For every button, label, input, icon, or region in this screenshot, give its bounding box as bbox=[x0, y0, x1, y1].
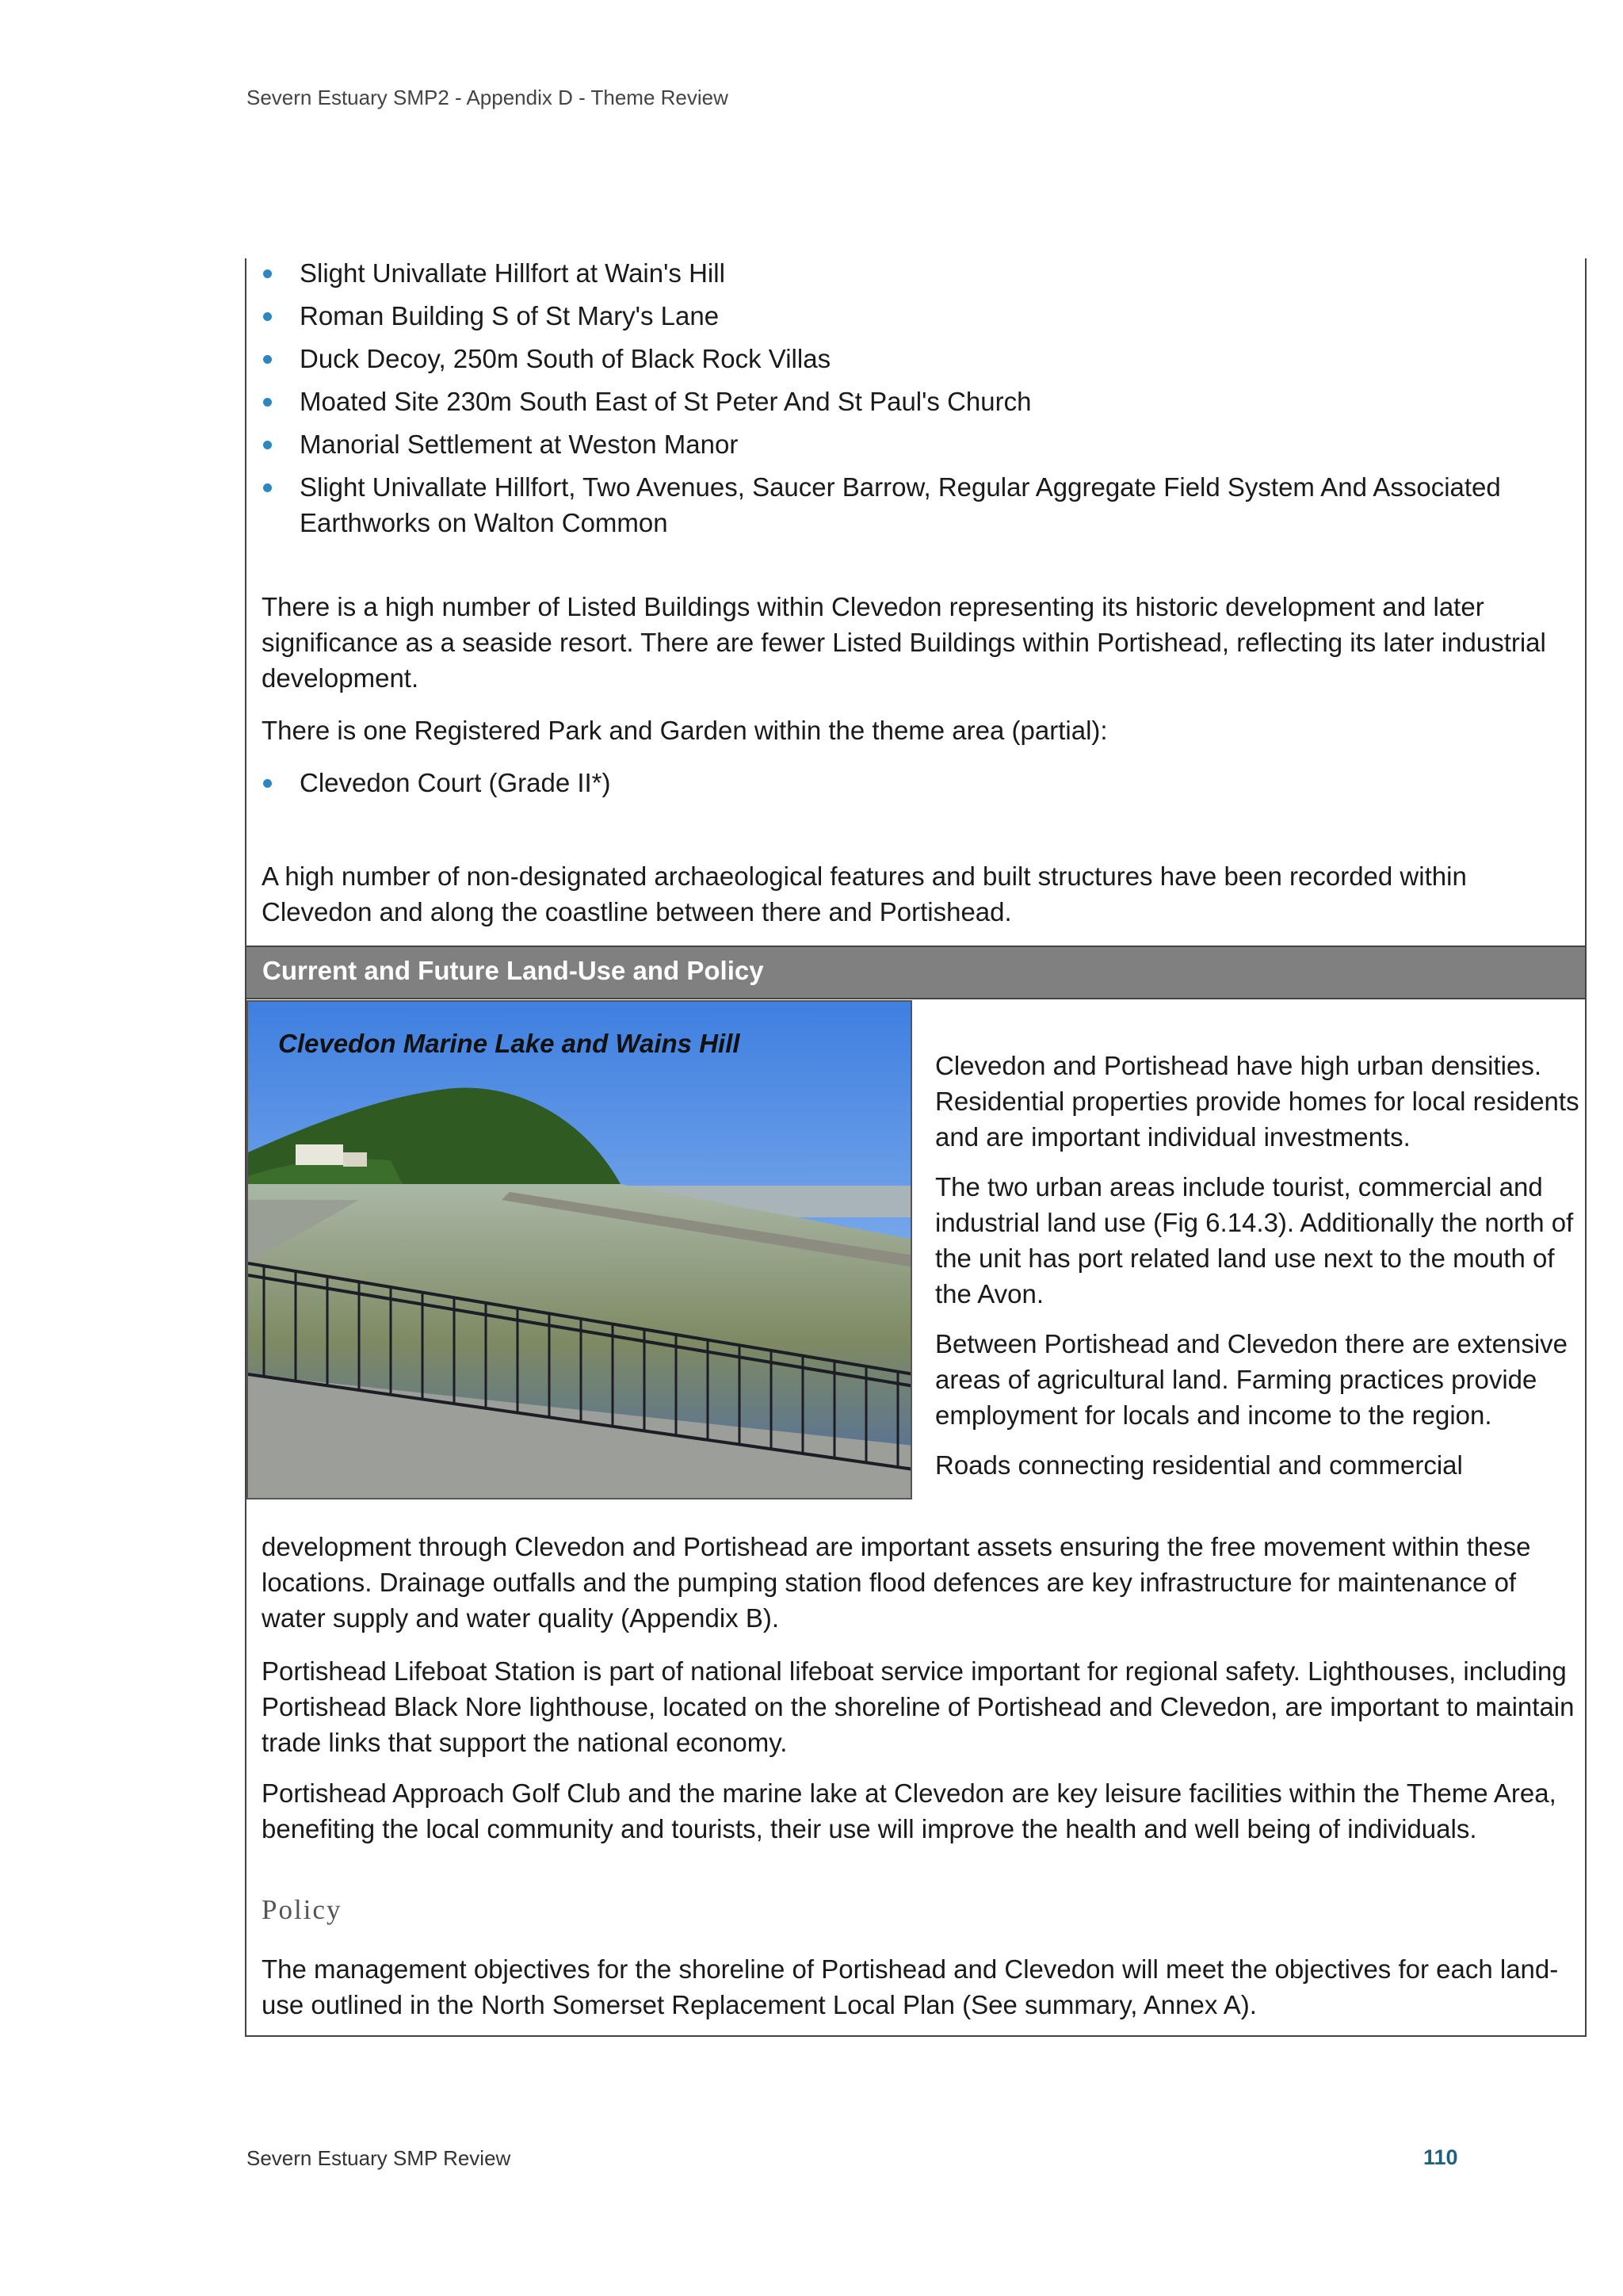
policy-paragraph: The management objectives for the shoreline of Portishead and Clevedon will meet the objectives for each land-use outlined in the North Somerset Replacement Local Plan (See summary, Annex A). bbox=[262, 1954, 1559, 2019]
park-list bbox=[262, 765, 1577, 808]
list-item: Slight Univallate Hillfort at Wain's Hill bbox=[262, 255, 1577, 291]
marine-lake-photo bbox=[246, 1000, 912, 1499]
list-item: Moated Site 230m South East of St Peter And St Paul's Church bbox=[262, 384, 1577, 419]
non-designated-paragraph: A high number of non-designated archaeological features and built structures have been recorded within Clevedon and along the coastline between there and Portishead. bbox=[262, 861, 1467, 926]
list-item: Duck Decoy, 250m South of Black Rock Villas bbox=[262, 341, 1577, 376]
roads-paragraph-start: Roads connecting residential and commercial bbox=[935, 1450, 1463, 1480]
page-number: 110 bbox=[1423, 2145, 1458, 2169]
running-header: Severn Estuary SMP2 - Appendix D - Theme Review bbox=[246, 86, 728, 109]
list-item: Roman Building S of St Mary's Lane bbox=[262, 298, 1577, 334]
list-item: Manorial Settlement at Weston Manor bbox=[262, 426, 1577, 462]
footer-document-title: Severn Estuary SMP Review bbox=[246, 2146, 511, 2170]
monument-list bbox=[262, 255, 1577, 548]
park-intro-paragraph: There is one Registered Park and Garden within the theme area (partial): bbox=[262, 716, 1108, 745]
lifeboat-paragraph: Portishead Lifeboat Station is part of national lifeboat service important for regional safety. Lighthouses, including Portishead Black Nore lighthouse, located on the shoreline of Portishead and Clevedon, are important to maintain trade links that support the national economy. bbox=[262, 1656, 1575, 1757]
urban-areas-paragraph: The two urban areas include tourist, commercial and industrial land use (Fig 6.14.3). Additionally the north of the unit has port related land use next to the mouth of the Avon. bbox=[935, 1172, 1574, 1308]
land-use-right-column bbox=[935, 1048, 1581, 1497]
policy-heading: Policy bbox=[262, 1894, 342, 1925]
listed-buildings-paragraph: There is a high number of Listed Buildings within Clevedon representing its historic development and later significance as a seaside resort. There are fewer Listed Buildings within Portishead, reflecting its later industrial development. bbox=[262, 592, 1546, 693]
list-item: Slight Univallate Hillfort, Two Avenues, Saucer Barrow, Regular Aggregate Field System And Associated Earthworks on Walton Common bbox=[262, 469, 1577, 541]
list-item: Clevedon Court (Grade II*) bbox=[262, 765, 1577, 800]
agriculture-paragraph: Between Portishead and Clevedon there are extensive areas of agricultural land. Farming practices provide employment for locals and income to the region. bbox=[935, 1329, 1568, 1430]
photo-illustration bbox=[248, 1002, 912, 1499]
urban-density-paragraph: Clevedon and Portishead have high urban densities. Residential properties provide homes for local residents and are important individual investments. bbox=[935, 1051, 1579, 1152]
roads-paragraph-continued: development through Clevedon and Portishead are important assets ensuring the free movement within these locations. Drainage outfalls and the pumping station flood defences are key infrastructure for maintenance of water supply and water quality (Appendix B). bbox=[262, 1532, 1531, 1633]
golf-paragraph: Portishead Approach Golf Club and the marine lake at Clevedon are key leisure facilities within the Theme Area, benefiting the local community and tourists, their use will improve the health and well being of individuals. bbox=[262, 1778, 1556, 1843]
section-heading: Current and Future Land-Use and Policy bbox=[246, 946, 1585, 999]
photo-caption: Clevedon Marine Lake and Wains Hill bbox=[278, 1029, 740, 1058]
